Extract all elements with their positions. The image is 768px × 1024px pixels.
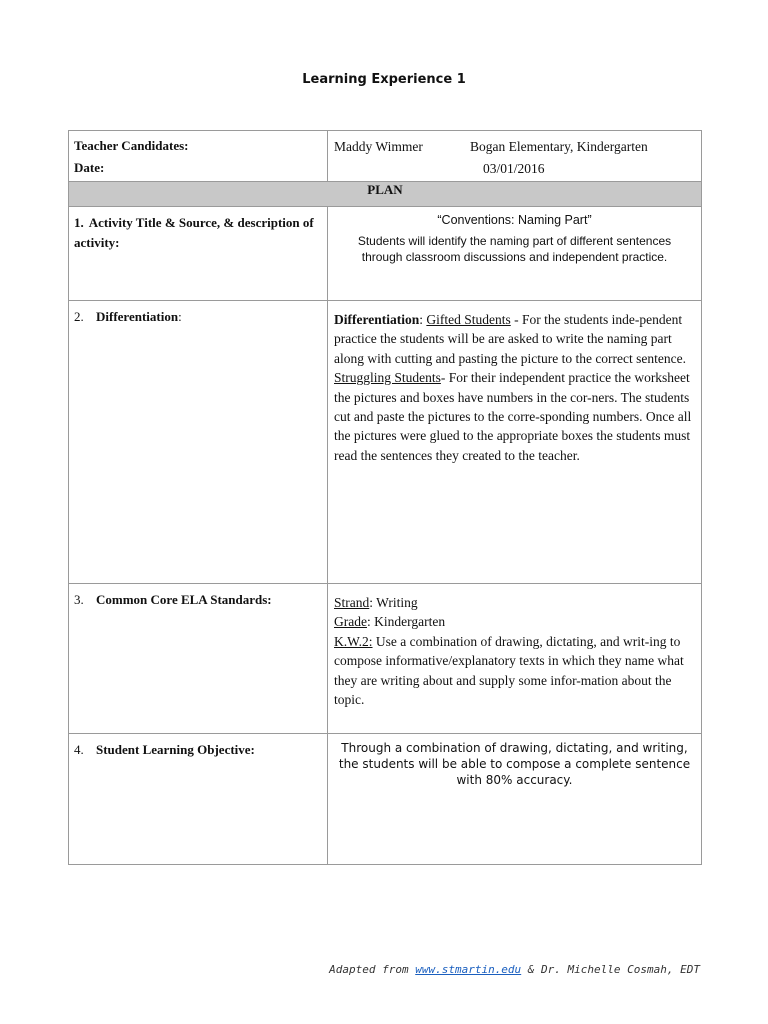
grade-label: Grade <box>334 614 367 630</box>
strand-label: Strand <box>334 595 370 610</box>
activity-title: “Conventions: Naming Part” <box>437 213 592 227</box>
objective-row <box>69 734 702 865</box>
activity-content-cell <box>328 207 702 301</box>
differentiation-label-cell <box>69 301 328 584</box>
struggling-students-label: Struggling Students <box>334 370 441 386</box>
page-title: Learning Experience 1 <box>302 72 466 87</box>
standards-row <box>69 584 702 734</box>
teacher-candidates-label: Teacher Candidates: <box>74 138 189 153</box>
differentiation-lead-colon: : <box>419 312 427 327</box>
activity-label: Activity Title & Source, & description of activity: <box>74 215 314 250</box>
struggling-students-text: - For their independent practice the worksheet the pictures and boxes have numbers in the cor-ners. The students cut and paste the pictures to the corre-sponding numbers. Once all the pictures were glued to the appropriate boxes the students must read the sentences they created to the teacher. <box>334 370 692 463</box>
activity-label-cell <box>69 207 328 301</box>
candidate-name: Maddy Wimmer <box>334 139 423 154</box>
standards-number: 3. <box>74 592 84 607</box>
activity-description: Students will identify the naming part of different sentences through classroom discussions and independent practice. <box>357 234 672 264</box>
stmartin-link[interactable]: www.stmartin.edu <box>415 963 522 976</box>
differentiation-row <box>69 301 702 584</box>
plan-label: PLAN <box>69 182 702 207</box>
standards-content-cell <box>328 584 702 734</box>
header-row <box>69 131 702 182</box>
objective-number: 4. <box>74 742 84 757</box>
standard-text: Use a combination of drawing, dictating, and writ-ing to compose informative/explanatory texts in which they name what they are writing about and supply some infor-mation about the topic. <box>334 633 684 708</box>
header-value-cell <box>328 131 702 182</box>
differentiation-label: Differentiation <box>96 309 179 324</box>
lesson-date: 03/01/2016 <box>483 161 545 176</box>
lesson-plan-table <box>68 130 702 865</box>
strand-value: : Writing <box>369 595 418 610</box>
objective-content-cell <box>328 734 702 865</box>
objective-label: Student Learning Objective: <box>96 742 255 757</box>
standards-label: Common Core ELA Standards: <box>96 592 272 607</box>
differentiation-label-colon: : <box>178 309 182 324</box>
differentiation-number: 2. <box>74 309 84 324</box>
differentiation-content-cell <box>328 301 702 584</box>
differentiation-lead: Differentiation <box>334 312 420 327</box>
header-label-cell <box>69 131 328 182</box>
grade-value: : Kindergarten <box>366 614 446 630</box>
date-label: Date: <box>74 160 105 175</box>
plan-header-row <box>69 182 702 207</box>
standards-label-cell <box>69 584 328 734</box>
standard-code: K.W.2: <box>334 633 373 649</box>
objective-label-cell <box>69 734 328 865</box>
activity-row <box>69 207 702 301</box>
footer-suffix: & Dr. Michelle Cosmah, EDT <box>521 963 700 976</box>
gifted-students-text: - For the students inde-pendent practice the students will be are asked to write the naming part along with cutting and pasting the picture to the correct sentence. <box>334 312 687 366</box>
activity-number: 1. <box>74 215 84 230</box>
objective-text: Through a combination of drawing, dictating, and writing, the students will be able to compose a complete sentence with 80% accuracy. <box>338 741 691 787</box>
footer-prefix: Adapted from <box>329 963 416 976</box>
school-name: Bogan Elementary, Kindergarten <box>470 139 648 154</box>
footer-credit <box>329 963 700 976</box>
gifted-students-label: Gifted Students <box>426 312 511 327</box>
